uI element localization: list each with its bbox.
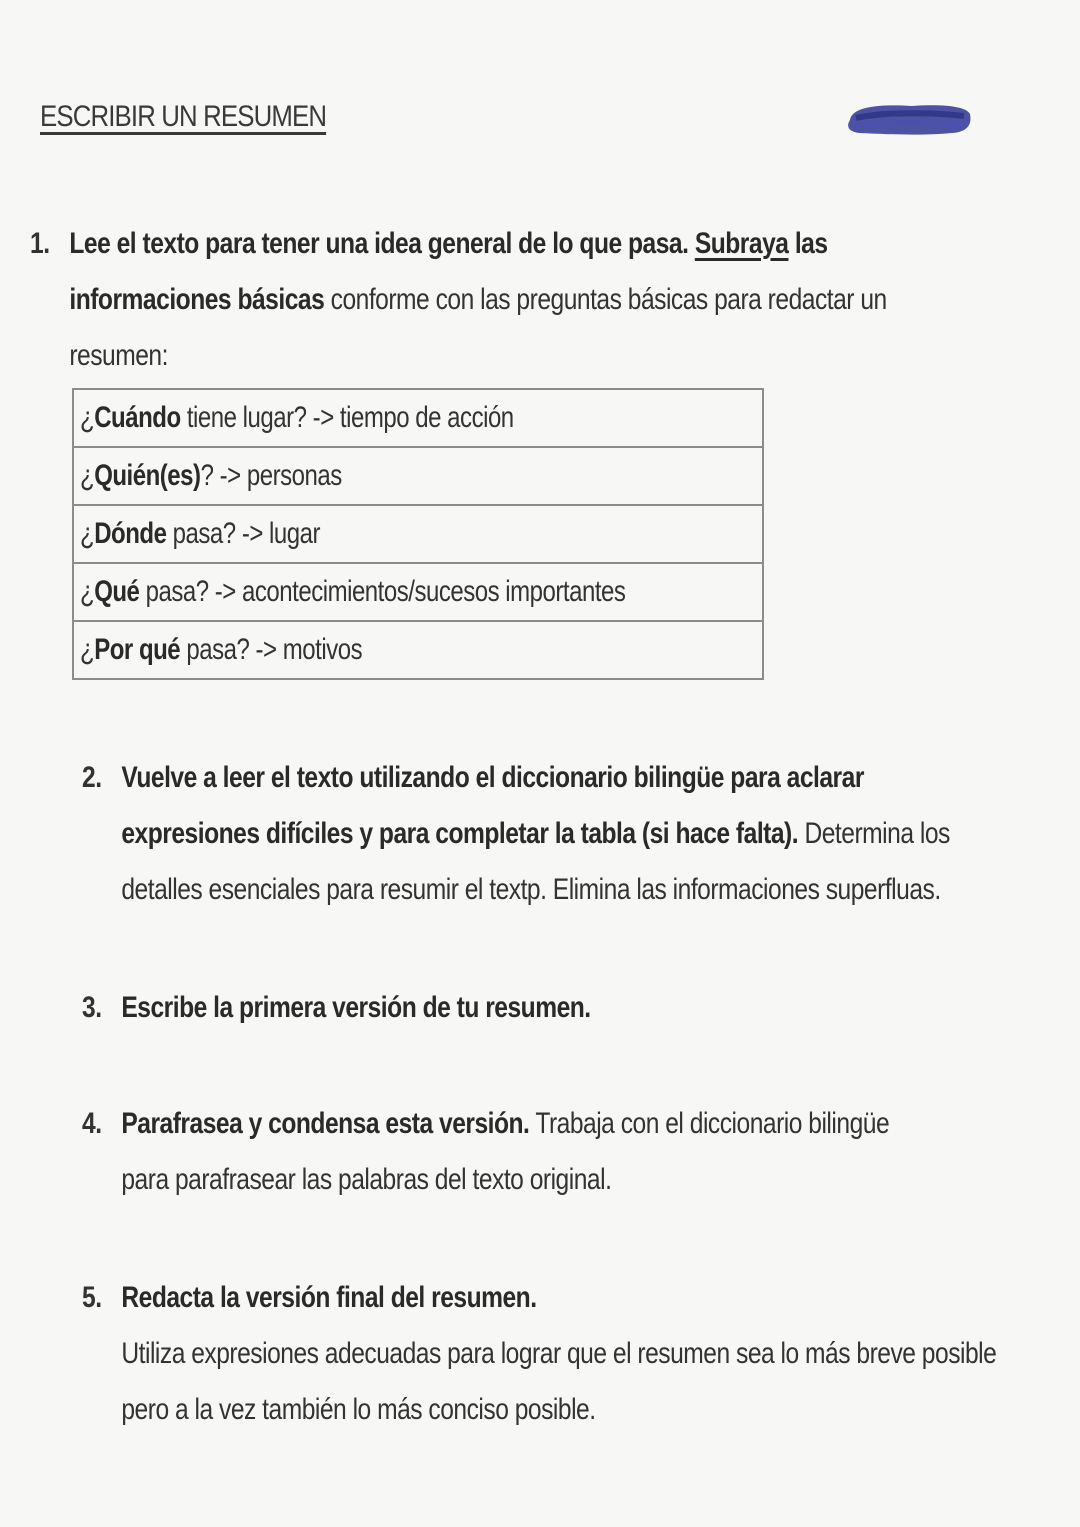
table-row: [73, 505, 763, 563]
step-4-instruction: Parafrasea y condensa esta versión.: [121, 1107, 530, 1140]
question-mark: ¿: [80, 633, 95, 666]
table-cell: [73, 505, 763, 563]
step-number: 1.: [30, 227, 50, 260]
step-5: [82, 1270, 997, 1438]
step-1-detail: conforme con las preguntas básicas para redactar un resumen:: [69, 283, 887, 372]
questions-table: [72, 388, 764, 680]
question-keyword: Dónde: [94, 517, 167, 550]
step-number: 3.: [82, 991, 102, 1024]
table-cell: [73, 621, 763, 679]
question-mark: ¿: [80, 517, 95, 550]
table-cell: [73, 447, 763, 505]
question-rest: pasa? -> motivos: [180, 633, 363, 666]
question-mark: ¿: [80, 401, 95, 434]
question-keyword: Quién(es): [94, 459, 201, 492]
step-5-instruction: Redacta la versión final del resumen.: [121, 1281, 537, 1314]
question-keyword: Por qué: [94, 633, 181, 666]
step-number: 4.: [82, 1107, 102, 1140]
step-1-keyword: las informaciones básicas: [69, 227, 828, 316]
question-rest: pasa? -> lugar: [166, 517, 321, 550]
question-rest: pasa? -> acontecimientos/sucesos importantes: [139, 575, 626, 608]
table-row: [73, 389, 763, 447]
step-5-detail: Utiliza expresiones adecuadas para lograr que el resumen sea lo más breve posible pero a la vez también lo más conciso posible.: [121, 1337, 997, 1426]
question-keyword: Qué: [94, 575, 140, 608]
step-2-detail: Determina los detalles esenciales para resumir el textp. Elimina las informaciones superfluas.: [121, 817, 950, 906]
step-2-instruction: Vuelve a leer el texto utilizando el diccionario bilingüe para aclarar expresiones difíciles y para completar la tabla (si hace falta).: [121, 761, 864, 850]
table-row: [73, 563, 763, 621]
step-number: 2.: [82, 761, 102, 794]
step-3-instruction: Escribe la primera versión de tu resumen.: [121, 991, 591, 1024]
question-rest: tiene lugar? -> tiempo de acción: [180, 401, 514, 434]
question-keyword: Cuándo: [94, 401, 181, 434]
blue-ink-scribble-icon: [842, 100, 974, 138]
question-mark: ¿: [80, 459, 95, 492]
table-cell: [73, 389, 763, 447]
step-2: [82, 750, 984, 918]
step-1-instruction: Lee el texto para tener una idea general de lo que pasa.: [69, 227, 689, 260]
document-title: ESCRIBIR UN RESUMEN: [40, 100, 327, 133]
question-rest: ? -> personas: [200, 459, 342, 492]
step-3: [82, 980, 984, 1036]
table-row: [73, 447, 763, 505]
step-4-detail: Trabaja con el diccionario bilingüe para parafrasear las palabras del texto original.: [121, 1107, 890, 1196]
table-row: [73, 621, 763, 679]
step-1: [30, 216, 932, 384]
step-number: 5.: [82, 1281, 102, 1314]
step-4: [82, 1096, 984, 1208]
table-cell: [73, 563, 763, 621]
step-1-underlined-word: Subraya: [694, 227, 789, 260]
question-mark: ¿: [80, 575, 95, 608]
